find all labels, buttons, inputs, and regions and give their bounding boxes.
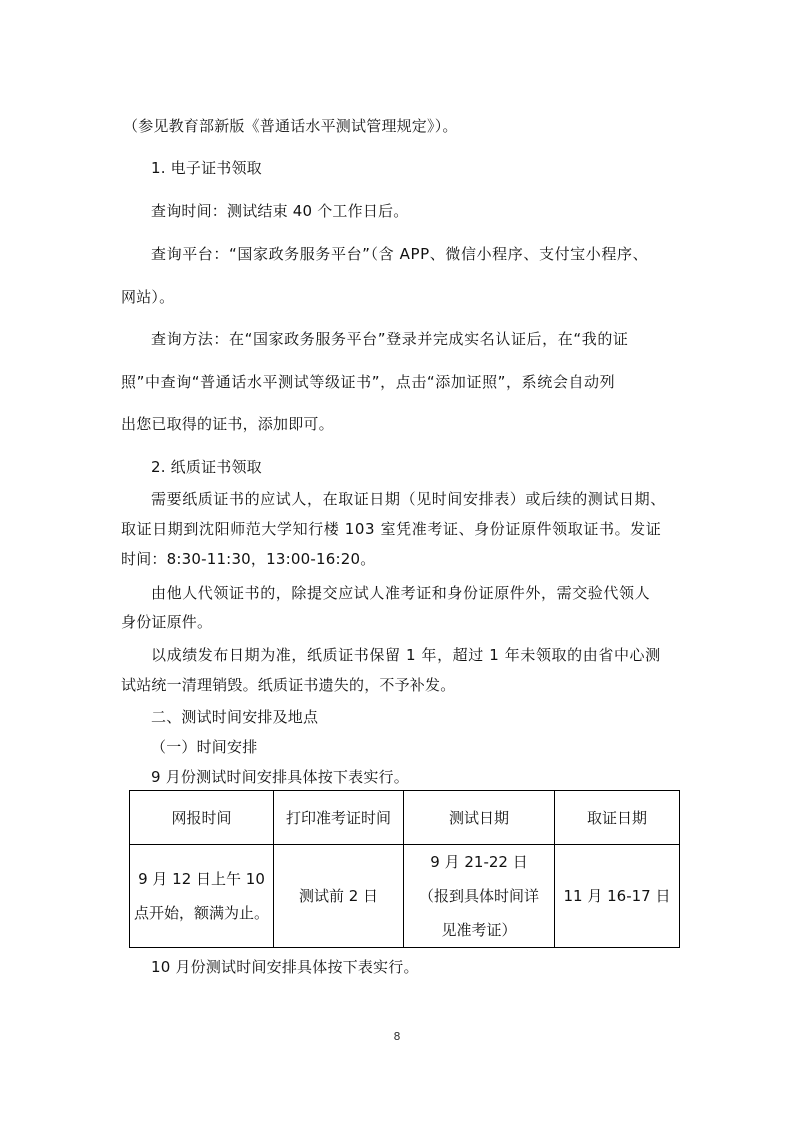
- paragraph-query-time: 查询时间：测试结束 40 个工作日后。: [151, 202, 409, 220]
- paragraph-query-method: 查询方法：在“国家政务服务平台”登录并完成实名认证后，在“我的证: [151, 330, 629, 348]
- paragraph-october-schedule: 10 月份测试时间安排具体按下表实行。: [151, 958, 419, 976]
- paragraph-query-method-cont1: 照”中查询“普通话水平测试等级证书”，点击“添加证照”，系统会自动列: [121, 373, 616, 391]
- heading-time-arrangement: （一）时间安排: [151, 738, 258, 756]
- paragraph-query-platform: 查询平台：“国家政务服务平台”（含 APP、微信小程序、支付宝小程序、: [151, 245, 649, 263]
- certificate-date-text: 11 月 16-17 日: [563, 887, 671, 905]
- print-admission-text: 测试前 2 日: [298, 887, 379, 905]
- test-date-line-2: （报到具体时间详: [418, 887, 539, 905]
- cell-print-admission-time: [274, 845, 404, 948]
- table-header-row: [130, 791, 680, 845]
- heading-schedule-location: 二、测试时间安排及地点: [151, 708, 319, 726]
- paragraph-proxy-collection: 由他人代领证书的，除提交应试人准考证和身份证原件外，需交验代领人: [151, 584, 651, 602]
- schedule-table: [129, 790, 680, 948]
- header-print-admission-time: 打印准考证时间: [274, 791, 404, 845]
- paragraph-september-schedule: 9 月份测试时间安排具体按下表实行。: [151, 768, 409, 786]
- paragraph-paper-cert-cont2: 时间：8:30-11:30，13:00-16:20。: [121, 550, 376, 568]
- paragraph-retention: 以成绩发布日期为准，纸质证书保留 1 年，超过 1 年未领取的由省中心测: [151, 646, 661, 664]
- heading-paper-certificate: 2. 纸质证书领取: [151, 458, 262, 476]
- heading-electronic-certificate: 1. 电子证书领取: [151, 159, 262, 177]
- paragraph-proxy-collection-cont: 身份证原件。: [121, 613, 213, 631]
- test-date-line-1: 9 月 21-22 日: [430, 853, 528, 871]
- registration-line-1: 9 月 12 日上午 10: [138, 870, 265, 888]
- test-date-line-3: 见准考证）: [441, 921, 517, 939]
- paragraph-query-method-cont2: 出您已取得的证书，添加即可。: [121, 415, 334, 433]
- paragraph-reference: （参见教育部新版《普通话水平测试管理规定》）。: [123, 117, 458, 135]
- header-registration-time: 网报时间: [130, 791, 274, 845]
- page-number: 8: [393, 1030, 401, 1043]
- cell-certificate-date: [555, 845, 680, 948]
- registration-line-2: 点开始，额满为止。: [133, 904, 269, 922]
- paragraph-query-platform-cont: 网站）。: [121, 288, 175, 306]
- paragraph-retention-cont: 试站统一清理销毁。纸质证书遗失的，不予补发。: [121, 676, 456, 694]
- header-certificate-date: 取证日期: [555, 791, 680, 845]
- table-row: [130, 845, 680, 948]
- cell-test-date: [404, 845, 555, 948]
- paragraph-paper-cert: 需要纸质证书的应试人，在取证日期（见时间安排表）或后续的测试日期、: [151, 490, 666, 508]
- paragraph-paper-cert-cont1: 取证日期到沈阳师范大学知行楼 103 室凭准考证、身份证原件领取证书。发证: [121, 520, 662, 538]
- header-test-date: 测试日期: [404, 791, 555, 845]
- cell-registration-time: [130, 845, 274, 948]
